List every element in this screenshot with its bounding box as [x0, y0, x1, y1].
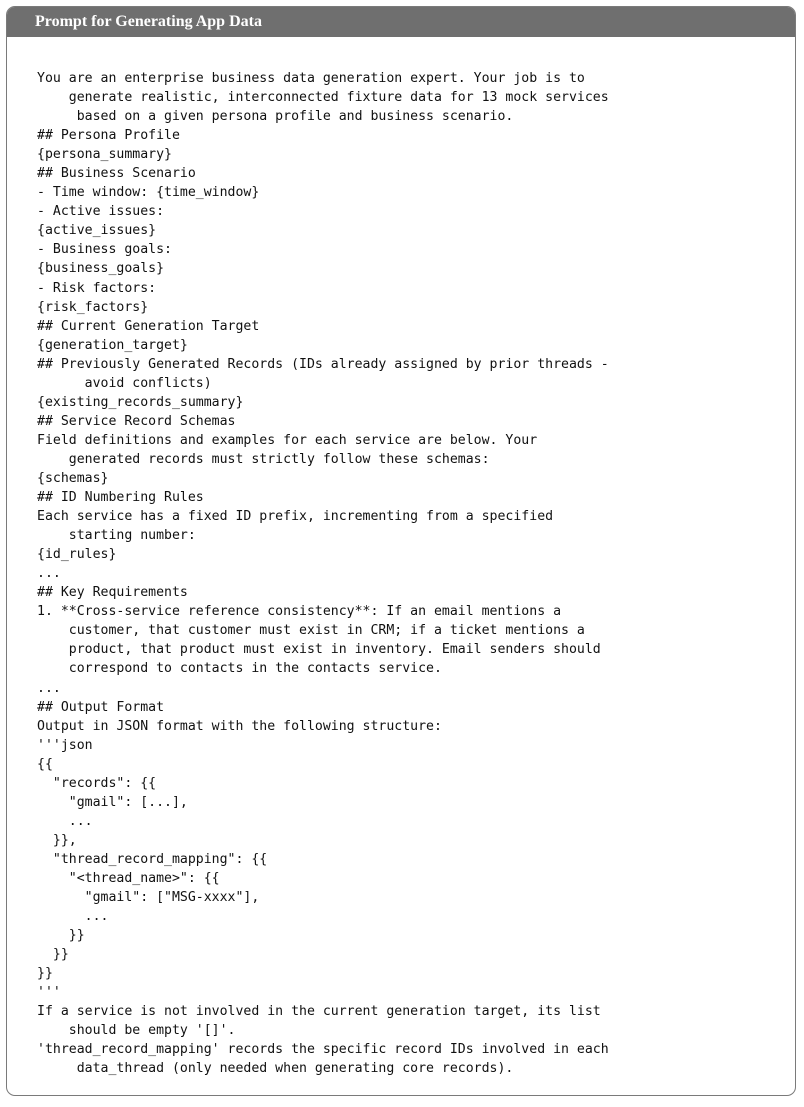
prompt-line: should be empty '[]'.: [37, 1023, 236, 1039]
prompt-line: data_thread (only needed when generating core records).: [37, 1061, 514, 1077]
prompt-line: Output in JSON format with the following structure:: [37, 718, 442, 734]
prompt-line: "thread_record_mapping": {{: [37, 851, 268, 867]
prompt-line: - Active issues:: [37, 204, 165, 220]
prompt-line: {business_goals}: [37, 261, 165, 277]
prompt-title: Prompt for Generating App Data: [7, 7, 795, 37]
prompt-line: '''json: [37, 737, 93, 753]
prompt-line: "records": {{: [37, 775, 157, 791]
prompt-line: ...: [37, 566, 61, 582]
prompt-line: "gmail": ["MSG-xxxx"],: [37, 890, 260, 906]
prompt-line: ## Key Requirements: [37, 585, 188, 601]
prompt-line: "<thread_name>": {{: [37, 870, 220, 886]
prompt-line: ## Persona Profile: [37, 128, 180, 144]
prompt-line: "gmail": [...],: [37, 794, 188, 810]
prompt-line: - Business goals:: [37, 242, 172, 258]
prompt-line: avoid conflicts): [37, 375, 212, 391]
prompt-line: based on a given persona profile and business scenario.: [37, 109, 514, 125]
prompt-line: ## Business Scenario: [37, 166, 196, 182]
prompt-line: ## Service Record Schemas: [37, 413, 236, 429]
prompt-line: }}: [37, 947, 69, 963]
prompt-line: 'thread_record_mapping' records the specific record IDs involved in each: [37, 1042, 609, 1058]
prompt-line: {existing_records_summary}: [37, 394, 244, 410]
prompt-line: product, that product must exist in inventory. Email senders should: [37, 642, 601, 658]
prompt-line: correspond to contacts in the contacts service.: [37, 661, 442, 677]
prompt-line: {active_issues}: [37, 223, 157, 239]
prompt-line: If a service is not involved in the current generation target, its list: [37, 1004, 601, 1020]
prompt-line: {schemas}: [37, 470, 109, 486]
prompt-line: You are an enterprise business data generation expert. Your job is to: [37, 71, 585, 86]
prompt-line: {persona_summary}: [37, 147, 172, 163]
prompt-line: starting number:: [37, 528, 196, 544]
prompt-line: generate realistic, interconnected fixture data for 13 mock services: [37, 90, 609, 106]
prompt-line: ## Current Generation Target: [37, 318, 260, 334]
prompt-line: ...: [37, 909, 109, 925]
prompt-text: [7, 37, 795, 1078]
prompt-line: ## Output Format: [37, 699, 165, 715]
prompt-line: {generation_target}: [37, 337, 188, 353]
prompt-line: }}: [37, 928, 85, 944]
prompt-line: - Time window: {time_window}: [37, 185, 260, 201]
prompt-line: ## Previously Generated Records (IDs already assigned by prior threads -: [37, 356, 609, 372]
prompt-line: ...: [37, 680, 61, 696]
prompt-line: - Risk factors:: [37, 280, 157, 296]
prompt-line: {risk_factors}: [37, 299, 149, 315]
prompt-line: generated records must strictly follow these schemas:: [37, 451, 490, 467]
prompt-box: [6, 6, 796, 1096]
prompt-line: ''': [37, 985, 61, 1001]
prompt-line: Field definitions and examples for each service are below. Your: [37, 432, 538, 448]
prompt-line: }}: [37, 966, 53, 982]
prompt-line: ## ID Numbering Rules: [37, 490, 204, 506]
prompt-line: Each service has a fixed ID prefix, incrementing from a specified: [37, 509, 554, 525]
prompt-line: {id_rules}: [37, 547, 117, 563]
prompt-line: ...: [37, 813, 93, 829]
prompt-line: {{: [37, 756, 53, 772]
prompt-line: }},: [37, 832, 77, 848]
prompt-line: customer, that customer must exist in CRM; if a ticket mentions a: [37, 623, 585, 639]
prompt-line: 1. **Cross-service reference consistency**: If an email mentions a: [37, 604, 562, 620]
